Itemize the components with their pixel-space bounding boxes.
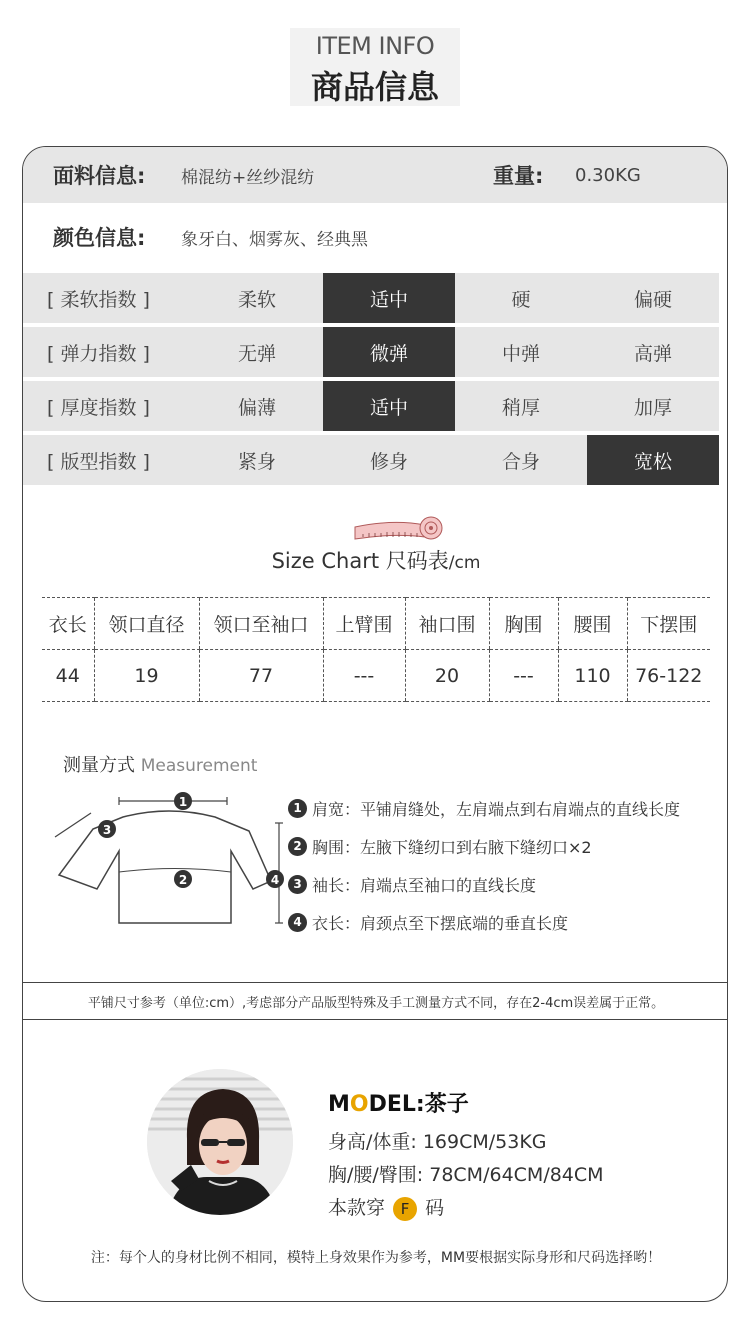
size-header-cell: 胸围 xyxy=(489,598,558,650)
measurement-item xyxy=(288,827,680,865)
color-label: 颜色信息: xyxy=(53,226,146,250)
index-option: 柔软 xyxy=(191,273,323,323)
size-header-cell: 袖口围 xyxy=(405,598,489,650)
index-option: 偏薄 xyxy=(191,381,323,431)
svg-text:1: 1 xyxy=(178,795,188,809)
weight-value: 0.30KG xyxy=(575,164,641,186)
measurement-text: 袖长：肩端点至袖口的直线长度 xyxy=(312,875,537,895)
fabric-label: 面料信息: xyxy=(53,164,146,188)
model-info xyxy=(328,1087,604,1225)
size-value-cell: 19 xyxy=(94,650,199,702)
index-option-selected: 微弹 xyxy=(323,327,455,377)
index-option: 高弹 xyxy=(587,327,719,377)
measurement-item xyxy=(288,789,680,827)
measurement-number: 2 xyxy=(288,837,307,856)
size-header-cell: 下摆围 xyxy=(627,598,710,650)
measurement-note: 平铺尺寸参考（单位:cm）,考虑部分产品版型特殊及手工测量方式不同，存在2-4cm误差属于正常。 xyxy=(23,982,728,1020)
index-option: 合身 xyxy=(455,435,587,485)
svg-text:4: 4 xyxy=(270,873,280,887)
model-size xyxy=(328,1192,604,1225)
measurement-list xyxy=(288,789,680,941)
measurement-text: 胸围：左腋下缝纫口到右腋下缝纫口×2 xyxy=(312,837,592,857)
index-name: [ 版型指数 ] xyxy=(23,435,191,485)
header-cn-title: 商品信息 xyxy=(310,68,439,106)
model-measurements: 胸/腰/臀围: 78CM/64CM/84CM xyxy=(328,1164,604,1186)
elasticity-index-row xyxy=(23,327,728,377)
measurement-item xyxy=(288,865,680,903)
index-option-selected: 宽松 xyxy=(587,435,719,485)
fit-index-row xyxy=(23,435,728,485)
size-header-cell: 上臂围 xyxy=(323,598,405,650)
size-value-cell: 77 xyxy=(199,650,323,702)
header-en-title: ITEM INFO xyxy=(315,32,435,60)
measurement-title-en: Measurement xyxy=(140,756,258,776)
size-header-cell: 领口至袖口 xyxy=(199,598,323,650)
measurement-text: 衣长：肩颈点至下摆底端的垂直长度 xyxy=(312,913,569,933)
index-option-selected: 适中 xyxy=(323,381,455,431)
size-header-cell: 腰围 xyxy=(558,598,627,650)
index-option: 硬 xyxy=(455,273,587,323)
model-size-badge: F xyxy=(393,1197,417,1221)
size-table-value-row xyxy=(42,650,710,702)
size-value-cell: 44 xyxy=(42,650,94,702)
softness-index-row xyxy=(23,273,728,323)
svg-text:3: 3 xyxy=(102,823,112,837)
model-photo-icon xyxy=(147,1069,293,1215)
measurement-item xyxy=(288,903,680,941)
index-option: 加厚 xyxy=(587,381,719,431)
measurement-number: 1 xyxy=(288,799,307,818)
size-value-cell: 76-122 xyxy=(627,650,710,702)
model-avatar xyxy=(147,1069,293,1215)
size-table-header-row xyxy=(42,598,710,650)
measurement-title-cn: 测量方式 xyxy=(63,755,135,776)
color-value: 象牙白、烟雾灰、经典黑 xyxy=(181,229,368,250)
model-name-prefix: M xyxy=(328,1092,350,1117)
weight-label: 重量: xyxy=(493,164,544,188)
model-name-highlight: O xyxy=(349,1092,369,1117)
size-value-cell: --- xyxy=(323,650,405,702)
model-height-weight: 身高/体重: 169CM/53KG xyxy=(328,1131,547,1153)
model-name-rest: DEL:茶子 xyxy=(368,1092,469,1117)
index-option: 紧身 xyxy=(191,435,323,485)
measurement-title xyxy=(63,751,257,777)
size-value-cell: --- xyxy=(489,650,558,702)
size-table xyxy=(42,597,710,702)
measurement-text: 肩宽：平铺肩缝处，左肩端点到右肩端点的直线长度 xyxy=(312,799,681,819)
size-chart-unit: /cm xyxy=(448,553,481,573)
index-option-selected: 适中 xyxy=(323,273,455,323)
model-size-suffix: 码 xyxy=(425,1197,445,1219)
size-header-cell: 领口直径 xyxy=(94,598,199,650)
footer-note: 注：每个人的身材比例不相同，模特上身效果作为参考，MM要根据实际身形和尺码选择哟！ xyxy=(90,1250,662,1266)
measurement-number: 3 xyxy=(288,875,307,894)
svg-text:2: 2 xyxy=(178,873,188,887)
model-name xyxy=(328,1087,604,1118)
page-header xyxy=(290,28,460,106)
size-chart-title xyxy=(23,545,728,575)
size-header-cell: 衣长 xyxy=(42,598,94,650)
fabric-row xyxy=(23,147,728,203)
index-option: 偏硬 xyxy=(587,273,719,323)
info-card xyxy=(22,146,728,1302)
measurement-number: 4 xyxy=(288,913,307,932)
model-size-prefix: 本款穿 xyxy=(328,1197,386,1219)
measuring-tape-icon xyxy=(353,515,445,545)
index-name: [ 厚度指数 ] xyxy=(23,381,191,431)
index-name: [ 柔软指数 ] xyxy=(23,273,191,323)
size-value-cell: 20 xyxy=(405,650,489,702)
color-row xyxy=(23,209,728,265)
garment-diagram-icon xyxy=(53,783,285,933)
index-name: [ 弹力指数 ] xyxy=(23,327,191,377)
index-option: 稍厚 xyxy=(455,381,587,431)
index-option: 无弹 xyxy=(191,327,323,377)
fabric-value: 棉混纺+丝纱混纺 xyxy=(181,167,315,188)
size-value-cell: 110 xyxy=(558,650,627,702)
index-option: 修身 xyxy=(323,435,455,485)
thickness-index-row xyxy=(23,381,728,431)
size-chart-title-text: Size Chart 尺码表 xyxy=(271,549,449,573)
index-option: 中弹 xyxy=(455,327,587,377)
